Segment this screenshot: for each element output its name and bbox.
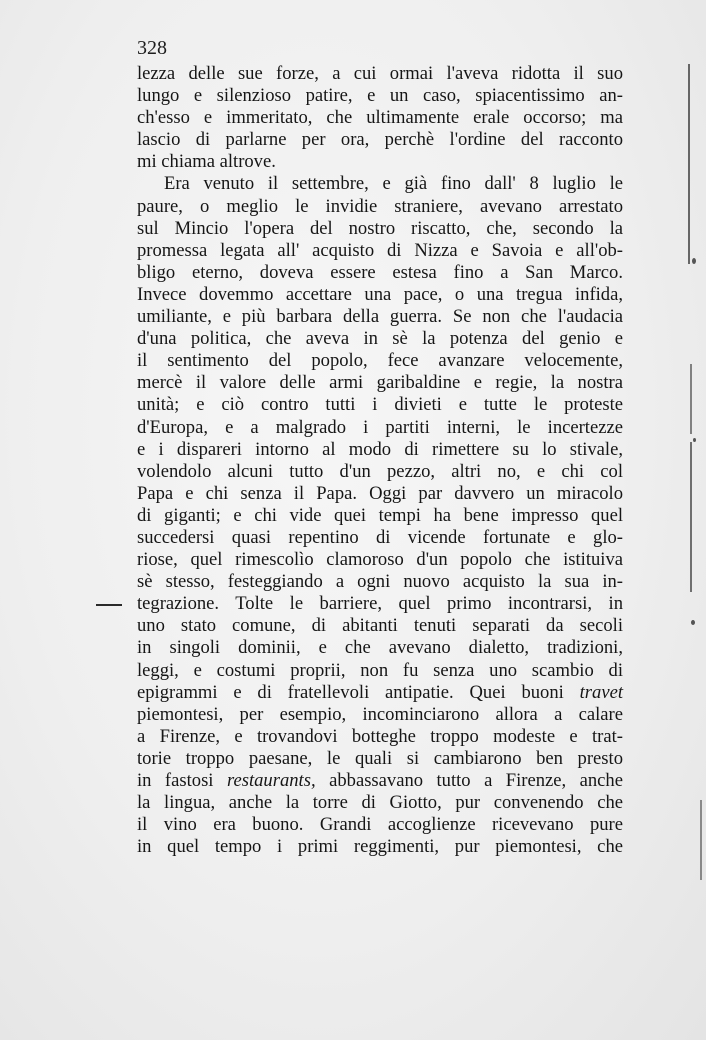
scan-edge-mark	[690, 442, 692, 592]
text-line: lungo e silenzioso patire, e un caso, spiacentissimo an-	[137, 85, 623, 107]
text-line: in singoli dominii, e che avevano dialetto, tradizioni,	[137, 637, 623, 659]
scan-speck	[693, 438, 696, 442]
italic-word-travet: travet	[579, 681, 623, 703]
text-line: Papa e chi senza il Papa. Oggi par davvero un miracolo	[137, 482, 623, 504]
scan-speck	[691, 620, 695, 625]
text-line: di giganti; e chi vide quei tempi ha bene impresso quel	[137, 504, 623, 526]
text-line: riose, quel rimescolìo clamoroso d'un popolo che istituiva	[137, 549, 623, 571]
text-line: a Firenze, e trovandovi botteghe troppo modeste e trat-	[137, 725, 623, 747]
scan-edge-mark	[700, 800, 702, 880]
text-line: bligo eterno, doveva essere estesa fino a San Marco.	[137, 261, 623, 283]
page-number: 328	[137, 37, 167, 59]
scan-edge-mark	[690, 364, 692, 434]
text-line: sul Mincio l'opera del nostro riscatto, che, secondo la	[137, 217, 623, 239]
text-line: paure, o meglio le invidie straniere, avevano arrestato	[137, 195, 623, 217]
body-text	[137, 63, 623, 858]
text-line: in quel tempo i primi reggimenti, pur piemontesi, che	[137, 836, 623, 858]
text-line: ch'esso e immeritato, che ultimamente erale occorso; ma	[137, 107, 623, 129]
text-line: promessa legata all' acquisto di Nizza e Savoia e all'ob-	[137, 239, 623, 261]
text-line: volendolo alcuni tutto d'un pezzo, altri no, e chi col	[137, 460, 623, 482]
text-line: la lingua, anche la torre di Giotto, pur convenendo che	[137, 792, 623, 814]
text-line: il vino era buono. Grandi accoglienze ricevevano pure	[137, 814, 623, 836]
text-line: sè stesso, festeggiando a ogni nuovo acquisto la sua in-	[137, 571, 623, 593]
scan-speck	[692, 258, 696, 264]
text-line: e i dispareri intorno al modo di rimettere su lo stivale,	[137, 438, 623, 460]
text-line: Era venuto il settembre, e già fino dall' 8 luglio le	[164, 173, 623, 195]
text-line: uno stato comune, di abitanti tenuti separati da secoli	[137, 615, 623, 637]
text-line: mercè il valore delle armi garibaldine e regie, la nostra	[137, 372, 623, 394]
text-line: d'una politica, che aveva in sè la potenza del genio e	[137, 328, 623, 350]
text-line: mi chiama altrove.	[137, 151, 276, 173]
text-fragment: epigrammi e di fratellevoli antipatie. Quei buoni	[137, 681, 564, 703]
text-fragment: abbassavano tutto a Firenze, anche	[329, 770, 623, 791]
text-line	[137, 770, 623, 792]
text-line: Invece dovemmo accettare una pace, o una tregua infida,	[137, 283, 623, 305]
margin-dash-mark	[96, 604, 122, 606]
text-line: leggi, e costumi proprii, non fu senza uno scambio di	[137, 659, 623, 681]
text-line: umiliante, e più barbara della guerra. Se non che l'audacia	[137, 306, 623, 328]
scan-edge-mark	[688, 64, 690, 264]
text-fragment: in fastosi	[137, 770, 214, 791]
text-line: il sentimento del popolo, fece avanzare velocemente,	[137, 350, 623, 372]
text-line: lezza delle sue forze, a cui ormai l'aveva ridotta il suo	[137, 63, 623, 84]
italic-word-restaurants: restaurants,	[226, 770, 316, 791]
text-line: succedersi quasi repentino di vicende fortunate e glo-	[137, 526, 623, 548]
text-line: piemontesi, per esempio, incominciarono allora a calare	[137, 703, 623, 725]
text-line: lascio di parlarne per ora, perchè l'ordine del racconto	[137, 129, 623, 151]
text-line	[137, 682, 623, 704]
text-line: unità; e ciò contro tutti i divieti e tutte le proteste	[137, 394, 623, 416]
text-line: torie troppo paesane, le quali si cambiarono ben presto	[137, 747, 623, 769]
text-line: d'Europa, e a malgrado i partiti interni, le incertezze	[137, 416, 623, 438]
text-line: tegrazione. Tolte le barriere, quel primo incontrarsi, in	[137, 593, 623, 615]
